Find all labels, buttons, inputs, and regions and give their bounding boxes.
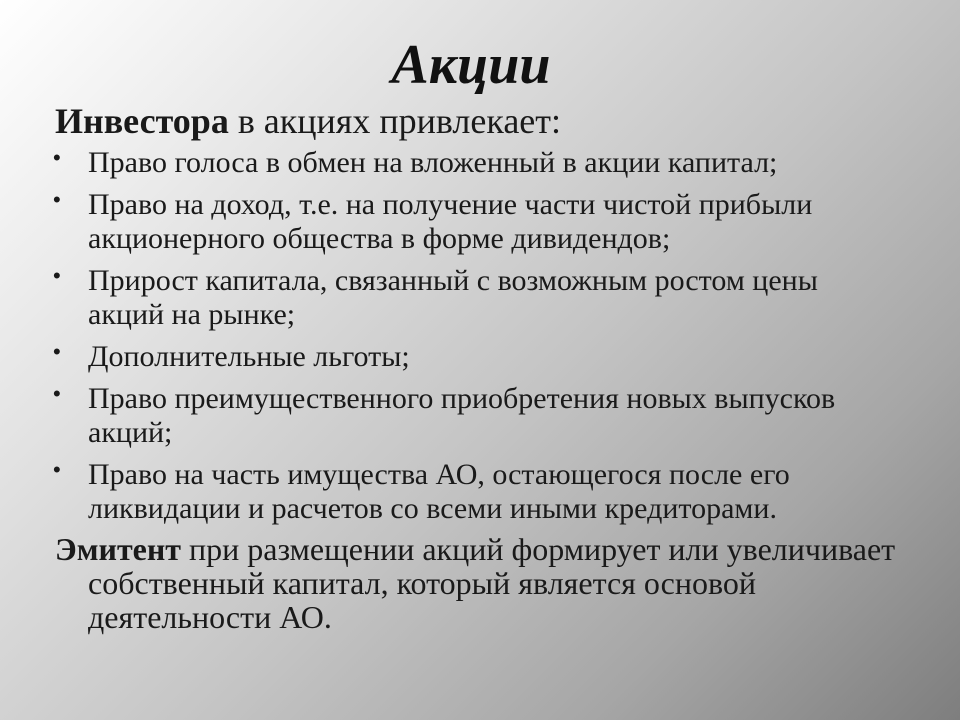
bullet-item xyxy=(55,188,925,256)
bullet-line: акционерного общества в форме дивидендов; xyxy=(88,222,671,255)
bullet-marker: • xyxy=(53,381,61,406)
bullet-line: Право преимущественного приобретения новых выпусков xyxy=(88,382,836,415)
bullet-line: Право голоса в обмен на вложенный в акции капитал; xyxy=(88,146,778,179)
bullet-item xyxy=(55,146,925,180)
closing-line xyxy=(55,532,925,566)
closing-paragraph xyxy=(55,532,925,634)
bullet-line: акций; xyxy=(88,416,173,449)
bullet-line: акций на рынке; xyxy=(88,298,296,331)
bullet-marker: • xyxy=(53,145,61,170)
intro-bold-word: Инвестора xyxy=(55,101,229,141)
slide-title: Акции xyxy=(391,34,551,96)
bullet-line: Дополнительные льготы; xyxy=(88,340,410,373)
slide-body xyxy=(55,100,925,634)
closing-line: собственный капитал, который является основой xyxy=(88,565,757,601)
bullet-item xyxy=(55,264,925,332)
bullet-item xyxy=(55,340,925,374)
bullet-item xyxy=(55,458,925,526)
bullet-marker: • xyxy=(53,263,61,288)
closing-line: деятельности АО. xyxy=(88,599,332,635)
bullet-marker: • xyxy=(53,339,61,364)
bullet-line: Право на часть имущества АО, остающегося после его xyxy=(88,458,790,491)
bullet-list xyxy=(55,146,925,526)
closing-text: при размещении акций формирует или увеличивает xyxy=(189,531,896,567)
closing-bold-word: Эмитент xyxy=(55,531,182,567)
intro-text: в акциях привлекает: xyxy=(237,101,562,141)
bullet-marker: • xyxy=(53,457,61,482)
bullet-line: ликвидации и расчетов со всеми иными кредиторами. xyxy=(88,492,777,525)
bullet-line: Право на доход, т.е. на получение части чистой прибыли xyxy=(88,188,813,221)
bullet-line: Прирост капитала, связанный с возможным ростом цены xyxy=(88,264,818,297)
bullet-item xyxy=(55,382,925,450)
intro-line xyxy=(55,100,925,142)
bullet-marker: • xyxy=(53,187,61,212)
